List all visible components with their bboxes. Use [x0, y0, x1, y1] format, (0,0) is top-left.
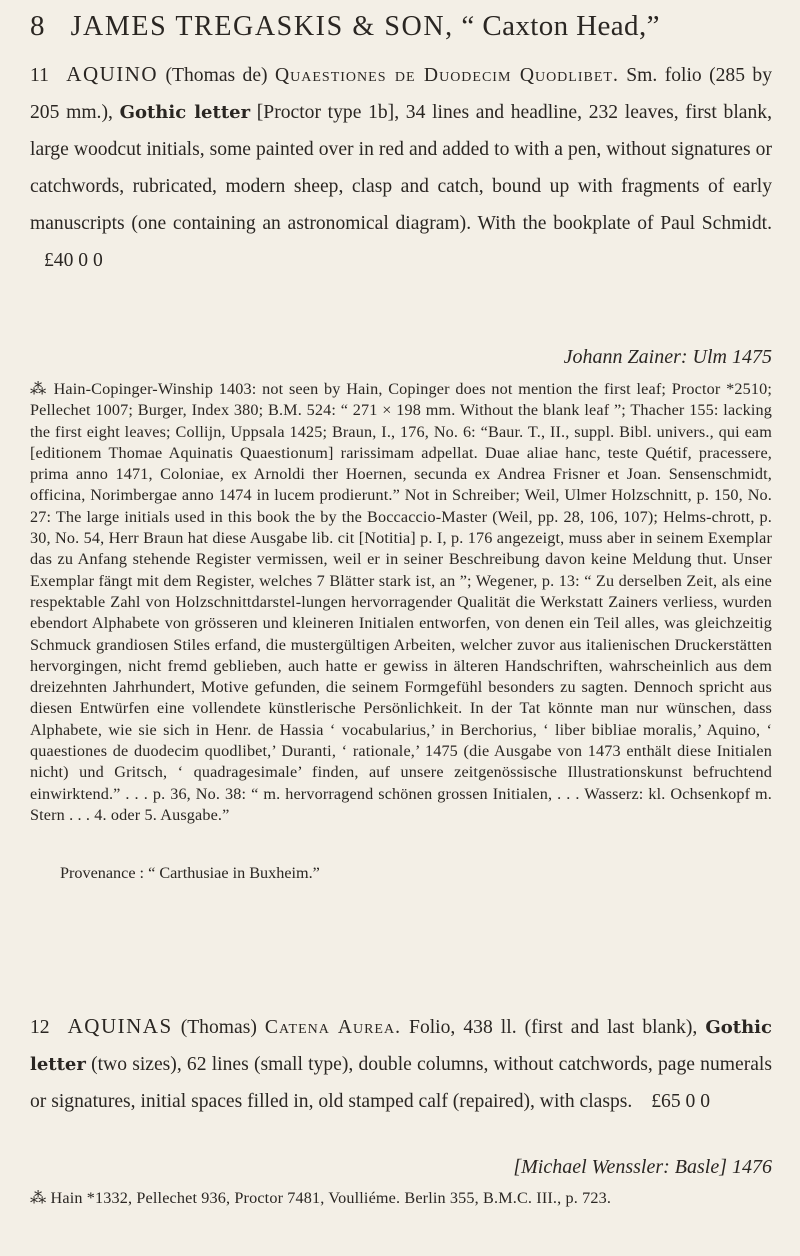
page-number: 8: [30, 10, 45, 42]
lot-11-bibliographic-note: ⁂ Hain-Copinger-Winship 1403: not seen by Hain, Copinger does not mention the first leaf; Proctor *2510; Pellechet 1007; Burger, Index 380; B.M. 524: “ 271 × 198 mm. Without the blank leaf ”; Thacher 155: lacking the first eight leaves; Collijn, Uppsala 1425; Braun, I., 176, No. 6: “Baur. T., II., suppl. Bibl. univers., qui eam [editionem Thomae Aquinatis Quaestionum] rarissimam adpellat. Duae aliae hanc, teste Quétif, pracessere, prima anno 1471, Coloniae, ex Arnoldi ther Hoernen, secunda ex Andrea Frisner et Joan. Sensenschmidt, officina, Norimbergae anno 1474 in lucem prodierunt.” Not in Schreiber; Weil, Ulmer Holzschnitt, p. 150, No. 27: The large initials used in this book the by the Boccaccio-Master (Weil, pp. 28, 106, 107); Helms-chrott, p. 30, No. 54, Herr Braun hat diese Ausgabe lib. cit [Notitia] p. I, p. 176 angezeigt, muss aber in seinem Exemplar das zu Anfang stehende Register vermissen, weil er in seiner Beschreibung davon keine Meldung thut. Unser Exemplar fängt mit dem Register, welches 7 Blätter stark ist, an ”; Wegener, p. 13: “ Zu derselben Zeit, als eine respektable Zahl von Holzschnittdarstel-lungen hervorragender Qualität die Werkstatt Zainers verliess, wurden ebendort Alphabete von grösseren und kleineren Initialen entworfen, von denen ein Teil alles, was gleichzeitig Schmuck grandiosen Stiles erfand, die mustergültigen Arbeiten, welcher zuvor aus italienischen Druckerstätten hervorgingen, nicht fremd geblieben, auch hatte er gewiss in älteren Handschriften, wahrscheinlich aus dem dreizehnten Jahrhundert, Motive gefunden, die seinem Formgefühl besonders zu sagten. Dennoch spricht aus diesen Entwürfen eine vollendete künstlerische Persönlichkeit. In der Tat könnte man nur wünschen, dass Alphabete, wie sie sich in Henr. de Hassia ‘ vocabularius,’ in Berchorius, ‘ liber bibliae moralis,’ Aquino, ‘ quaestiones de duodecim quodlibet,’ Duranti, ‘ rationale,’ 1475 (die Ausgabe von 1473 enthält diese Initialen nicht) und Gritsch, ‘ quadragesimale’ finden, auf unsere zeitgenössische Illustrationskunst befruchtend einwirktend.” . . . p. 36, No. 38: “ m. hervorragend schönen grossen Initialen, . . . Wasserz: kl. Ochsenkopf m. Stern . . . 4. oder 5. Ausgabe.”: [30, 380, 772, 824]
lot-physical-description: (two sizes), 62 lines (small type), double columns, without catchwords, page numerals or signatures, initial spaces filled in, old stamped calf (repaired), with clasps.: [30, 1054, 772, 1112]
lot-11-description: [30, 56, 772, 279]
lot-price: £65 0 0: [651, 1091, 711, 1112]
lot-physical-description: [Proctor type 1b], 34 lines and headline, 232 leaves, first blank, large woodcut initials, some painted over in red and added to with a pen, without signatures or catchwords, rubricated, modern sheep, clasp and catch, bound up with fragments of early manuscripts (one containing an astronomical diagram). With the bookplate of Paul Schmidt.: [30, 102, 772, 234]
lot-author-first: (Thomas): [180, 1017, 257, 1038]
gothic-letter-label: Gothic letter: [119, 102, 251, 123]
lot-author-first: (Thomas de): [165, 65, 268, 86]
lot-11-provenance: Provenance : “ Carthusiae in Buxheim.”: [60, 864, 320, 882]
lot-author: AQUINAS: [67, 1014, 173, 1038]
lot-number: 11: [30, 65, 49, 86]
lot-format: Folio, 438 ll. (first and last blank),: [409, 1017, 698, 1038]
lot-number: 12: [30, 1017, 50, 1038]
lot-12-description: [30, 1008, 772, 1120]
lot-12-printer: [Michael Wenssler: Basle] 1476: [513, 1156, 772, 1178]
page-header: [30, 10, 790, 43]
lot-author: AQUINO: [66, 62, 159, 86]
lot-title: Catena Aurea.: [264, 1017, 401, 1038]
firm-location: “ Caxton Head,”: [461, 10, 660, 42]
lot-12-bibliographic-note: ⁂ Hain *1332, Pellechet 936, Proctor 7481, Voulliéme. Berlin 355, B.M.C. III., p. 723.: [30, 1189, 612, 1207]
firm-name: JAMES TREGASKIS & SON,: [70, 11, 454, 42]
lot-price: £40 0 0: [44, 250, 103, 271]
lot-format: Sm. folio (285 by 205 mm.),: [30, 65, 773, 123]
gothic-letter-label: Gothic letter: [30, 1017, 772, 1075]
lot-11-printer: Johann Zainer: Ulm 1475: [563, 346, 772, 368]
lot-title: Quaestiones de Duodecim Quodlibet.: [275, 65, 619, 86]
